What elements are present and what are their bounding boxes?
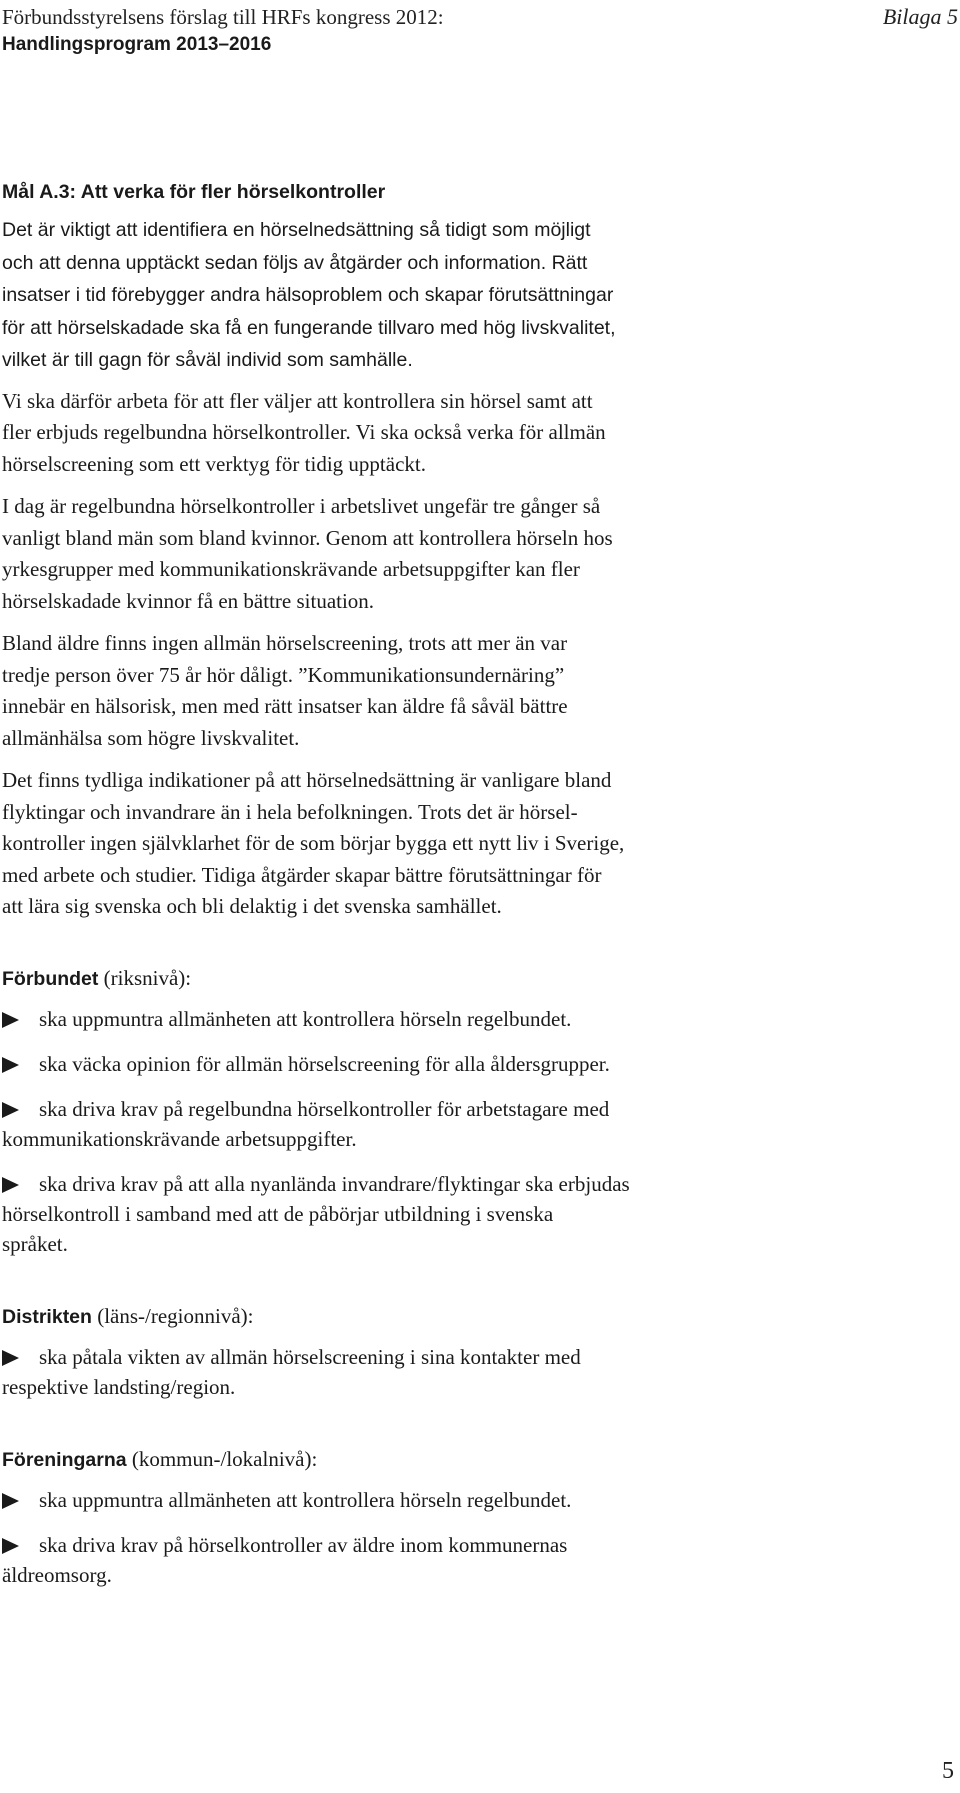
action-item-line: språket.: [2, 1231, 68, 1256]
paragraph-line: att lära sig svenska och bli delaktig i det svenska samhället.: [2, 894, 502, 918]
action-item-line: respektive landsting/region.: [2, 1374, 236, 1399]
action-item: [2, 1169, 950, 1259]
action-item: [2, 1004, 950, 1034]
goal-intro-paragraph: [2, 214, 950, 377]
action-item-line: ska driva krav på regelbundna hörselkontroller för arbetstagare med: [39, 1096, 610, 1121]
paragraph-line: flyktingar och invandrare än i hela befolkningen. Trots det är hörsel-: [2, 799, 578, 824]
goal-title: Mål A.3: Att verka för fler hörselkontroller: [2, 181, 386, 203]
body-paragraph: [2, 491, 950, 617]
action-item-line: ska påtala vikten av allmän hörselscreening i sina kontakter med: [39, 1344, 581, 1369]
intro-line: och att denna upptäckt sedan följs av åtgärder och information. Rätt: [2, 251, 588, 274]
section-heading: [2, 963, 950, 994]
paragraph-line: Bland äldre finns ingen allmän hörselscreening, trots att mer än var: [2, 631, 568, 655]
intro-line: vilket är till gagn för såväl individ som samhälle.: [2, 349, 413, 371]
section-name: Förbundet: [2, 967, 99, 990]
section-foreningarna: [2, 1444, 950, 1590]
header-proposal-title: Förbundsstyrelsens förslag till HRFs kongress 2012:: [2, 5, 444, 29]
action-item: [2, 1342, 950, 1402]
body-paragraph: [2, 628, 950, 754]
section-distrikten: [2, 1301, 950, 1402]
triangle-bullet-icon: [2, 1177, 19, 1193]
action-item-line: hörselkontroll i samband med att de påbörjar utbildning i svenska: [2, 1201, 554, 1226]
section-scope: (kommun-/lokalnivå):: [126, 1446, 318, 1471]
paragraph-line: vanligt bland män som bland kvinnor. Genom att kontrollera hörseln hos: [2, 525, 613, 550]
paragraph-line: Vi ska därför arbeta för att fler väljer att kontrollera sin hörsel samt att: [2, 388, 593, 413]
page-header: [2, 2, 444, 58]
paragraph-line: kontroller ingen självklarhet för de som börjar bygga ett nytt liv i Sverige,: [2, 831, 625, 855]
paragraph-line: fler erbjuds regelbundna hörselkontroller. Vi ska också verka för allmän: [2, 420, 606, 444]
triangle-bullet-icon: [2, 1350, 19, 1366]
action-item-line: ska uppmuntra allmänheten att kontrollera hörseln regelbundet.: [39, 1006, 572, 1031]
main-content: [2, 180, 950, 1605]
intro-line: Det är viktigt att identifiera en hörselnedsättning så tidigt som möjligt: [2, 219, 591, 241]
action-item: [2, 1094, 950, 1154]
section-name: Föreningarna: [2, 1448, 127, 1471]
body-paragraph: [2, 386, 950, 481]
action-item-line: ska driva krav på att alla nyanlända invandrare/flyktingar ska erbjudas: [39, 1171, 630, 1196]
triangle-bullet-icon: [2, 1102, 19, 1118]
triangle-bullet-icon: [2, 1012, 19, 1028]
action-item-line: ska väcka opinion för allmän hörselscreening för alla åldersgrupper.: [39, 1051, 610, 1076]
intro-line: insatser i tid förebygger andra hälsoproblem och skapar förutsättningar: [2, 284, 614, 306]
triangle-bullet-icon: [2, 1538, 19, 1554]
section-forbundet: [2, 963, 950, 1259]
action-item-line: ska uppmuntra allmänheten att kontrollera hörseln regelbundet.: [39, 1487, 572, 1512]
header-program-title: Handlingsprogram 2013–2016: [2, 34, 272, 55]
action-item: [2, 1485, 950, 1515]
section-heading: [2, 1444, 950, 1475]
action-item-line: äldreomsorg.: [2, 1562, 112, 1587]
section-scope: (riksnivå):: [98, 965, 192, 990]
header-appendix-label: Bilaga 5: [882, 4, 958, 29]
paragraph-line: yrkesgrupper med kommunikationskrävande arbetsuppgifter kan fler: [2, 557, 580, 581]
section-name: Distrikten: [2, 1305, 92, 1328]
triangle-bullet-icon: [2, 1493, 19, 1509]
paragraph-line: I dag är regelbundna hörselkontroller i arbetslivet ungefär tre gånger så: [2, 494, 601, 518]
body-paragraph: [2, 765, 950, 923]
paragraph-line: hörselskadade kvinnor få en bättre situation.: [2, 588, 375, 613]
paragraph-line: tredje person över 75 år hör dåligt. ”Kommunikationsundernäring”: [2, 662, 565, 687]
page-number: 5: [942, 1758, 954, 1784]
action-item: [2, 1530, 950, 1590]
paragraph-line: innebär en hälsorisk, men med rätt insatser kan äldre få såväl bättre: [2, 694, 568, 718]
paragraph-line: med arbete och studier. Tidiga åtgärder skapar bättre förutsättningar för: [2, 862, 602, 887]
triangle-bullet-icon: [2, 1057, 19, 1073]
action-item-line: kommunikationskrävande arbetsuppgifter.: [2, 1126, 357, 1151]
action-item: [2, 1049, 950, 1079]
paragraph-line: Det finns tydliga indikationer på att hörselnedsättning är vanligare bland: [2, 768, 612, 792]
paragraph-line: hörselscreening som ett verktyg för tidig upptäckt.: [2, 451, 426, 476]
section-heading: [2, 1301, 950, 1332]
intro-line: för att hörselskadade ska få en fungerande tillvaro med hög livskvalitet,: [2, 316, 616, 339]
paragraph-line: allmänhälsa som högre livskvalitet.: [2, 725, 300, 750]
action-item-line: ska driva krav på hörselkontroller av äldre inom kommunernas: [39, 1532, 568, 1557]
section-scope: (läns-/regionnivå):: [91, 1303, 254, 1328]
